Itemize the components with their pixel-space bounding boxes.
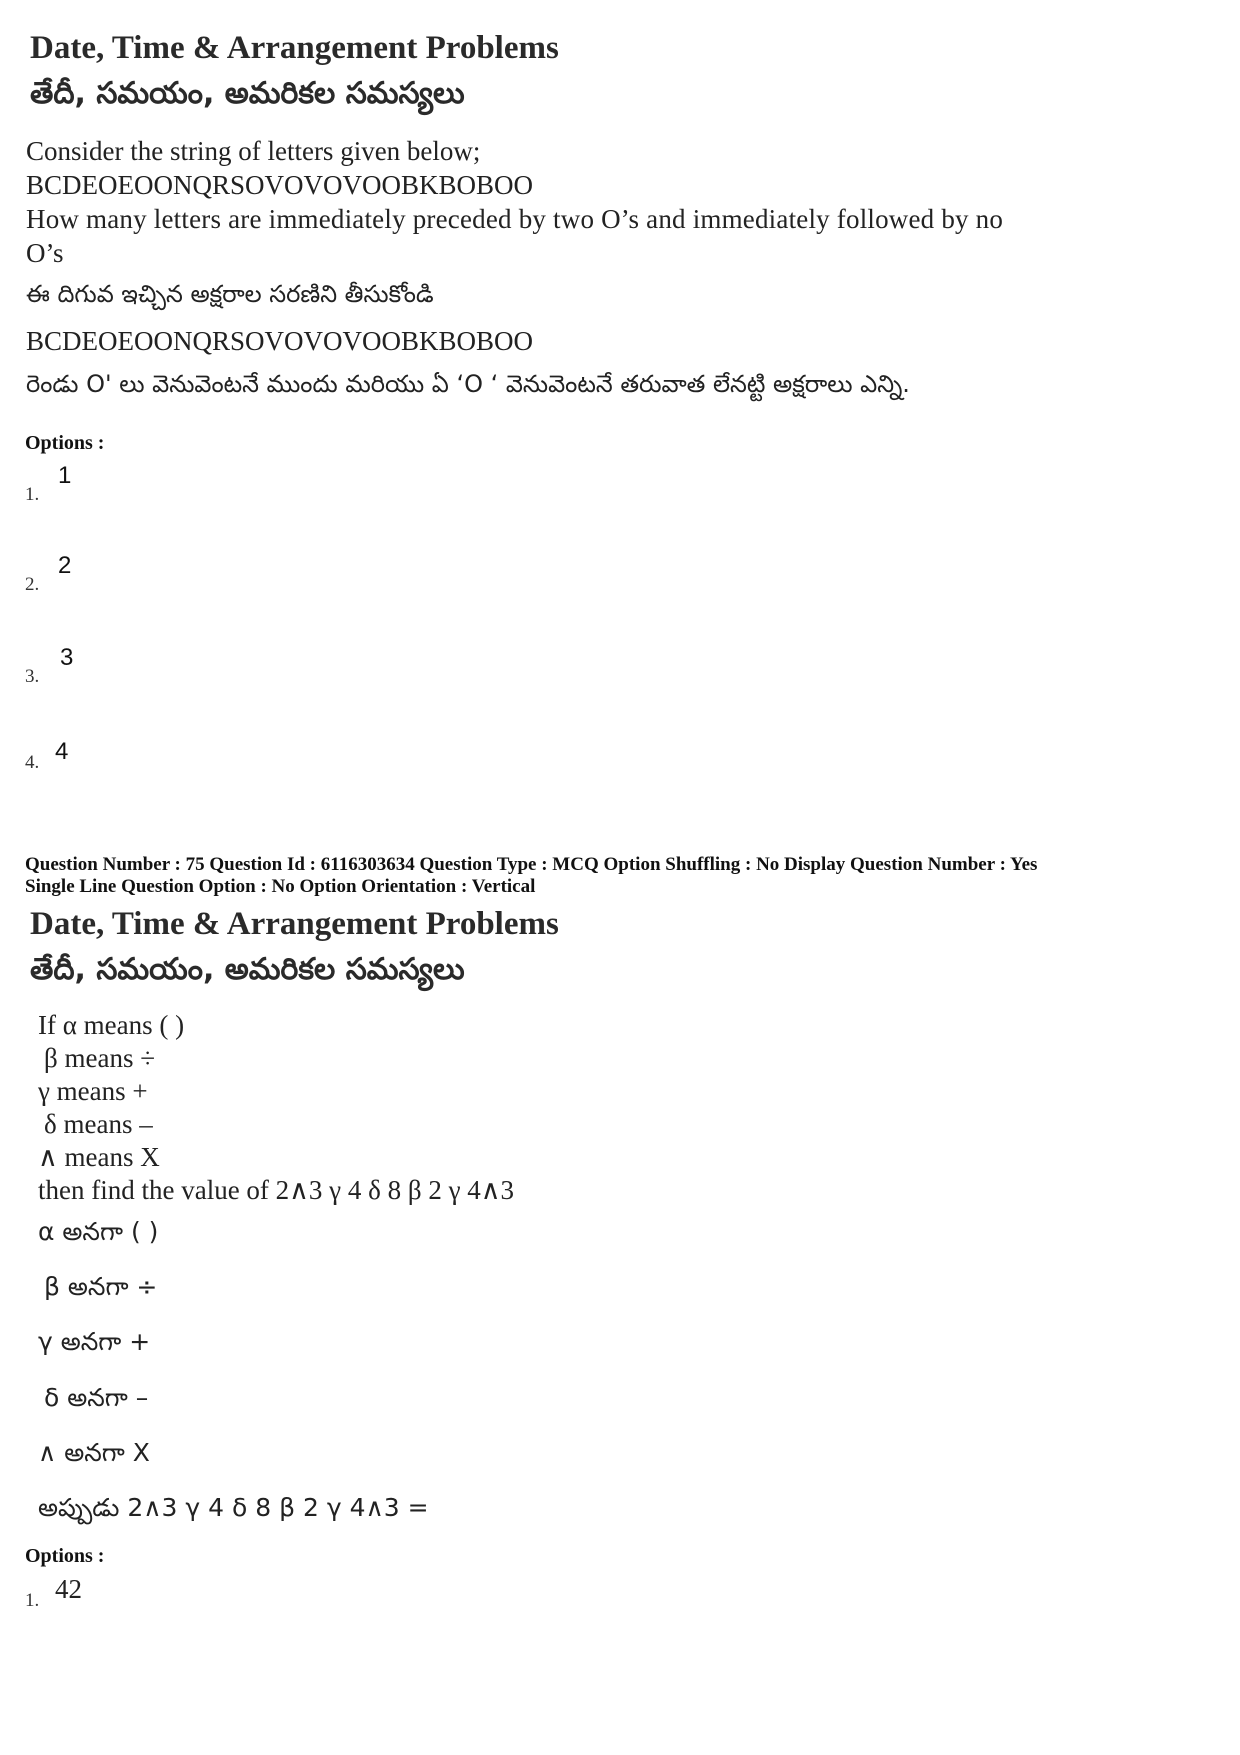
question-text-line: How many letters are immediately preceded by two O’s and immediately followed by no xyxy=(26,204,1004,234)
question-meta-line: Question Number : 75 Question Id : 6116303634 Question Type : MCQ Option Shuffling : No Display Question Number : Yes xyxy=(25,854,1038,875)
question-text-telugu: రెండు O' లు వెనువెంటనే ముందు మరియు ఏ ‘O ‘ వెనువెంటనే తరువాత లేనట్టి అక్షరాలు ఎన్ని. xyxy=(26,370,910,398)
question-text-telugu: ఈ దిగువ ఇచ్చిన అక్షరాల సరణిని తీసుకోండి xyxy=(26,280,434,308)
question-text-line: O’s xyxy=(26,238,64,268)
option-number: 1. xyxy=(25,484,40,505)
question-text-line: then find the value of 2∧3 γ 4 δ 8 β 2 γ 4∧3 xyxy=(38,1175,515,1205)
question-text-telugu: γ అనగా + xyxy=(38,1327,151,1356)
section-heading-english: Date, Time & Arrangement Problems xyxy=(30,30,559,66)
question-text-telugu: α అనగా ( ) xyxy=(38,1217,159,1246)
question-letter-string-telugu: BCDEOEOONQRSOVOVOVOOBKBOBOO xyxy=(26,326,534,356)
question-text-telugu: β అనగా ÷ xyxy=(44,1272,158,1301)
option-number: 2. xyxy=(25,574,40,595)
option-value: 4 xyxy=(55,738,69,765)
option-value: 1 xyxy=(58,462,72,489)
option-value: 3 xyxy=(60,644,74,671)
question-text-line: δ means – xyxy=(44,1109,153,1139)
option-value: 42 xyxy=(55,1574,82,1604)
question-text-line: ∧ means X xyxy=(38,1142,160,1172)
question-text-telugu: δ అనగా – xyxy=(44,1383,149,1412)
option-number: 4. xyxy=(25,752,40,773)
option-number: 3. xyxy=(25,666,40,687)
section-heading-telugu: తేదీ, సమయం, అమరికల సమస్యలు xyxy=(30,76,465,111)
question-text-telugu: అప్పుడు 2∧3 γ 4 δ 8 β 2 γ 4∧3 = xyxy=(38,1493,429,1522)
section-heading-english: Date, Time & Arrangement Problems xyxy=(30,906,559,942)
question-text-telugu: ∧ అనగా X xyxy=(38,1438,150,1467)
question-text-line: If α means ( ) xyxy=(38,1010,185,1040)
section-heading-telugu: తేదీ, సమయం, అమరికల సమస్యలు xyxy=(30,952,465,987)
question-letter-string: BCDEOEOONQRSOVOVOVOOBKBOBOO xyxy=(26,170,534,200)
question-meta-line: Single Line Question Option : No Option Orientation : Vertical xyxy=(25,876,536,897)
question-text-line: γ means + xyxy=(38,1076,148,1106)
question-text-line: Consider the string of letters given below; xyxy=(26,136,481,166)
options-label: Options : xyxy=(25,1545,105,1567)
question-text-line: β means ÷ xyxy=(44,1043,156,1073)
options-label: Options : xyxy=(25,432,105,454)
option-value: 2 xyxy=(58,552,72,579)
option-number: 1. xyxy=(25,1590,40,1611)
